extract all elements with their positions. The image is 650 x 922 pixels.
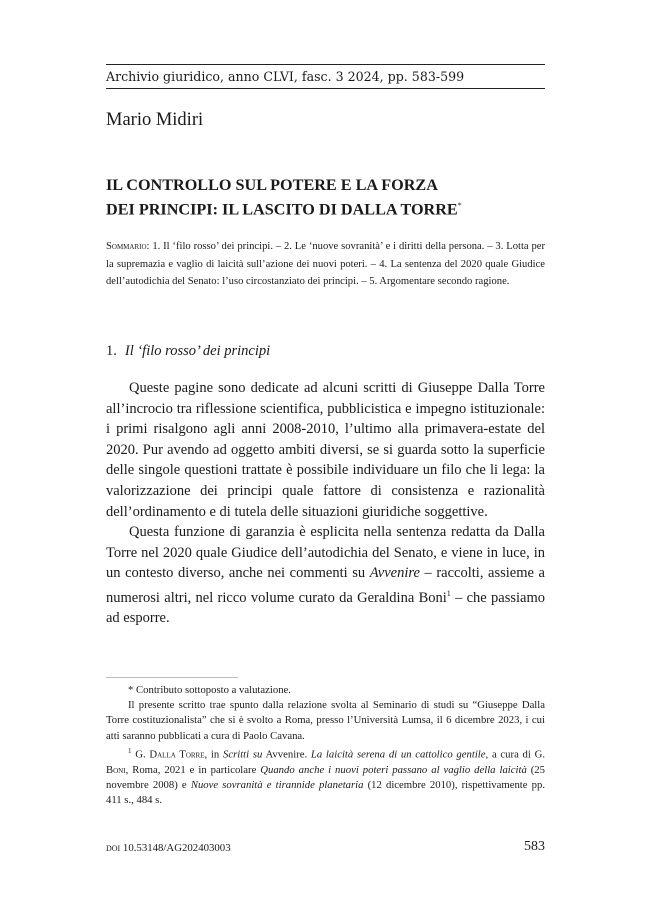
section-title: Il ‘filo rosso’ dei principi bbox=[124, 343, 271, 359]
footnotes bbox=[106, 683, 545, 808]
title-line-1: IL CONTROLLO SUL POTERE E LA FORZA bbox=[106, 176, 438, 194]
footnote-star: * Contributo sottoposto a valutazione. bbox=[128, 684, 291, 696]
body-text bbox=[106, 378, 545, 629]
paragraph-2: Questa funzione di garanzia è esplicita nella sentenza redatta da Dalla Torre nel 2020 quale Giudice dell’autodichia del Senato, e viene in luce, in un contesto diverso, anche nei commenti su Avvenire – raccolti, assieme a numerosi altri, nel ricco volume curato da Geraldina Boni$^1$ – che passiamo ad esporre. bbox=[106, 524, 546, 627]
journal-citation: Archivio giuridico, anno CLVI, fasc. 3 2024, pp. 583-599 bbox=[106, 69, 465, 84]
doi bbox=[106, 842, 231, 854]
author-name: Mario Midiri bbox=[106, 110, 204, 130]
footnote-1: $^1$ G. Dalla Torre, in Scritti su Avvenire. La laicità serena di un cattolico gentile, a cura di G. Boni, Roma, 2021 e in particolare Quando anche i nuovi poteri passano al vaglio della laicità (25 novembre 2008) e Nuove sovranità e tirannide planetaria (12 dicembre 2010), rispettivamente pp. 411 s., 484 s. bbox=[106, 746, 546, 806]
article-title bbox=[106, 175, 545, 219]
title-footnote-mark: * bbox=[457, 200, 462, 210]
footnote-rule bbox=[106, 677, 238, 678]
summary bbox=[106, 238, 545, 291]
section-heading bbox=[106, 343, 270, 360]
page-number: 583 bbox=[524, 839, 545, 854]
summary-text: 1. Il ‘filo rosso’ dei principi. – 2. Le ‘nuove sovranità’ e i diritti della persona. – 3. Lotta per la supremazia e vaglio di laicità sull’azione dei nuovi poteri. – 4. La sentenza del 2020 quale Giudice dell’autodichia del Senato: l’uso circostanziato dei principi. – 5. Argomentare secondo ragione. bbox=[106, 241, 545, 287]
header-bottom-rule bbox=[106, 88, 545, 89]
doi-label: doi bbox=[106, 842, 121, 854]
header-top-rule bbox=[106, 64, 545, 65]
doi-value[interactable]: 10.53148/AG202403003 bbox=[122, 842, 231, 854]
footnote-ref-1[interactable]: 1 bbox=[446, 588, 451, 598]
footnote-star-continued: Il presente scritto trae spunto dalla relazione svolta al Seminario di studi su “Giuseppe Dalla Torre costituzionalista” che si è svolto a Roma, presso l’Università Lumsa, il 6 dicembre 2023, i cui atti saranno pubblicati a cura di Paolo Cavana. bbox=[106, 699, 545, 742]
section-number: 1. bbox=[106, 343, 117, 359]
paragraph-1: Queste pagine sono dedicate ad alcuni scritti di Giuseppe Dalla Torre all’incrocio tra riflessione scientifica, pubblicistica e impegno istituzionale: i primi risalgono agli anni 2008-2010, l’ultimo alla primavera-estate del 2020. Pur avendo ad oggetto ambiti diversi, se si guarda sotto la superficie delle singole questioni trattate è possibile individuare un filo che li lega: la valorizzazione dei principi quale fattore di consistenza e razionalità dell’ordinamento e di tutela delle situazioni giuridiche soggettive. bbox=[106, 380, 545, 520]
summary-label: Sommario: bbox=[106, 241, 150, 252]
title-line-2: DEI PRINCIPI: IL LASCITO DI DALLA TORRE* bbox=[106, 199, 462, 218]
